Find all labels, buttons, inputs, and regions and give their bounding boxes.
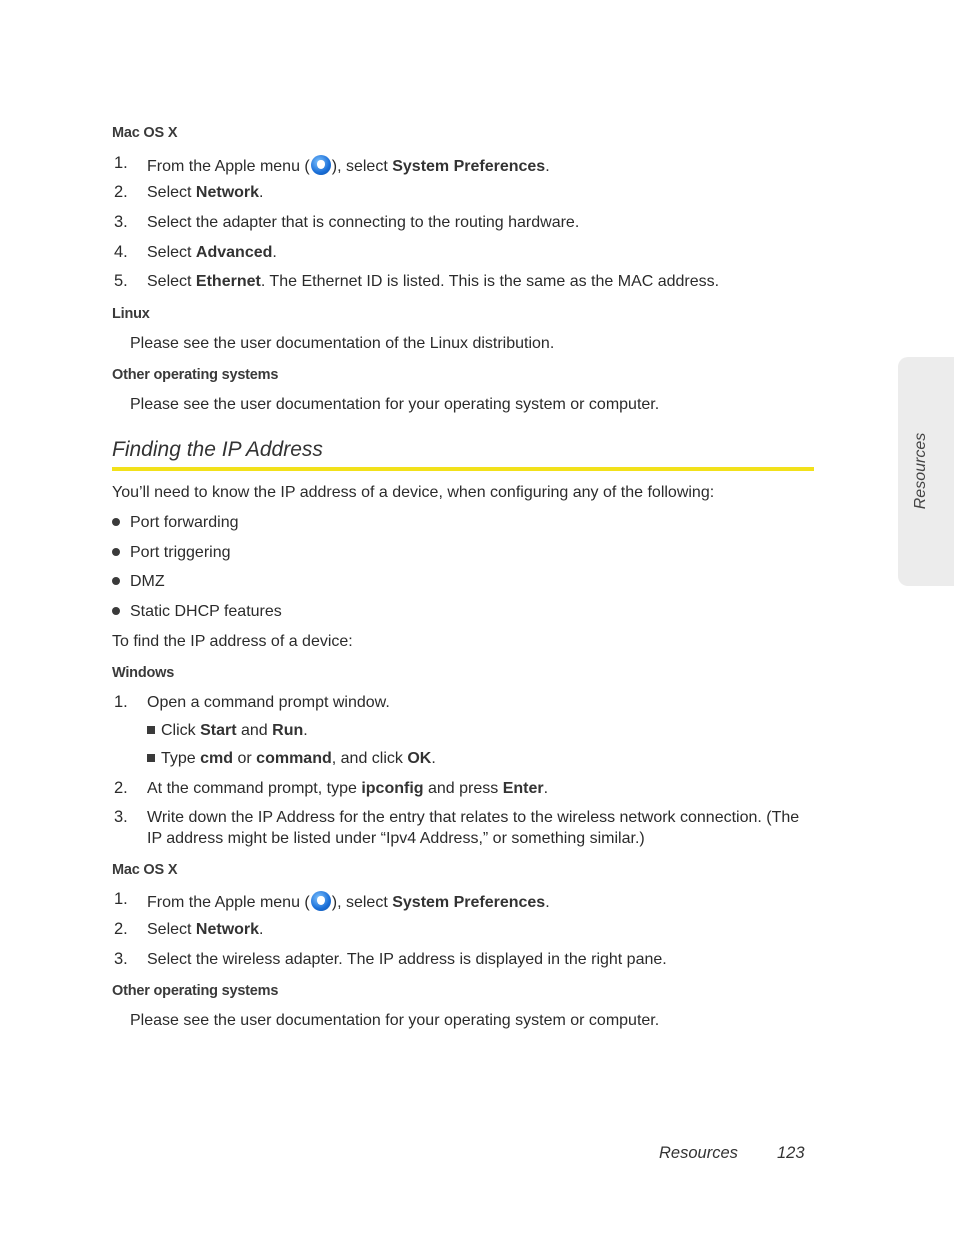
side-tab-label: Resources: [912, 432, 929, 510]
intro-paragraph: You’ll need to know the IP address of a device, when configuring any of the following:: [112, 484, 715, 501]
subheading-windows: Windows: [112, 665, 175, 681]
step-text: At the command prompt, type ipconfig and press Enter.: [147, 780, 549, 797]
bullet-dot: [112, 577, 120, 585]
square-bullet-icon: [147, 726, 155, 734]
step-number: 2.: [114, 779, 128, 797]
step-text: Select Ethernet. The Ethernet ID is listed. This is the same as the MAC address.: [147, 273, 720, 290]
step-text: Select Advanced.: [147, 244, 277, 261]
step-text: From the Apple menu ( ), select System Preferences.: [147, 891, 550, 912]
bullet-dot: [112, 607, 120, 615]
lead-paragraph: To find the IP address of a device:: [112, 633, 353, 650]
step-text-line-2: IP address might be listed under “Ipv4 Address,” or something similar.): [147, 830, 645, 847]
step-text-line-1: Write down the IP Address for the entry that relates to the wireless network connection. (The: [147, 809, 800, 826]
step-number: 1.: [114, 154, 128, 172]
step-number: 2.: [114, 183, 128, 201]
subheading-other-os: Other operating systems: [112, 367, 279, 383]
subheading-other-os: Other operating systems: [112, 983, 279, 999]
section-title: Finding the IP Address: [112, 438, 323, 461]
subheading-mac-os-x: Mac OS X: [112, 862, 178, 878]
paragraph: Please see the user documentation for your operating system or computer.: [130, 1012, 660, 1029]
step-number: 3.: [114, 808, 128, 826]
heading-rule: [112, 467, 814, 471]
apple-icon: [311, 155, 331, 175]
step-text: Select the adapter that is connecting to the routing hardware.: [147, 214, 580, 231]
paragraph: Please see the user documentation for your operating system or computer.: [130, 396, 660, 413]
bullet-item: Port forwarding: [130, 514, 239, 531]
step-number: 5.: [114, 272, 128, 290]
subheading-linux: Linux: [112, 306, 150, 322]
step-number: 2.: [114, 920, 128, 938]
step-number: 1.: [114, 693, 128, 711]
step-number: 1.: [114, 890, 128, 908]
subheading-mac-os-x: Mac OS X: [112, 125, 178, 141]
step-text: From the Apple menu ( ), select System Preferences.: [147, 155, 550, 176]
bullet-item: DMZ: [130, 573, 165, 590]
step-number: 3.: [114, 950, 128, 968]
paragraph: Please see the user documentation of the Linux distribution.: [130, 335, 555, 352]
sub-step: Click Start and Run.: [147, 722, 308, 740]
footer-section: Resources: [659, 1144, 738, 1162]
square-bullet-icon: [147, 754, 155, 762]
step-number: 3.: [114, 213, 128, 231]
bullet-item: Static DHCP features: [130, 603, 282, 620]
step-text: Open a command prompt window.: [147, 694, 390, 711]
step-text: Select Network.: [147, 921, 264, 938]
step-number: 4.: [114, 243, 128, 261]
step-text: Select Network.: [147, 184, 264, 201]
page-number: 123: [777, 1144, 805, 1162]
bullet-dot: [112, 548, 120, 556]
sub-step: Type cmd or command, and click OK.: [147, 750, 436, 768]
bullet-dot: [112, 518, 120, 526]
bullet-item: Port triggering: [130, 544, 231, 561]
step-text: Select the wireless adapter. The IP address is displayed in the right pane.: [147, 951, 667, 968]
apple-icon: [311, 891, 331, 911]
